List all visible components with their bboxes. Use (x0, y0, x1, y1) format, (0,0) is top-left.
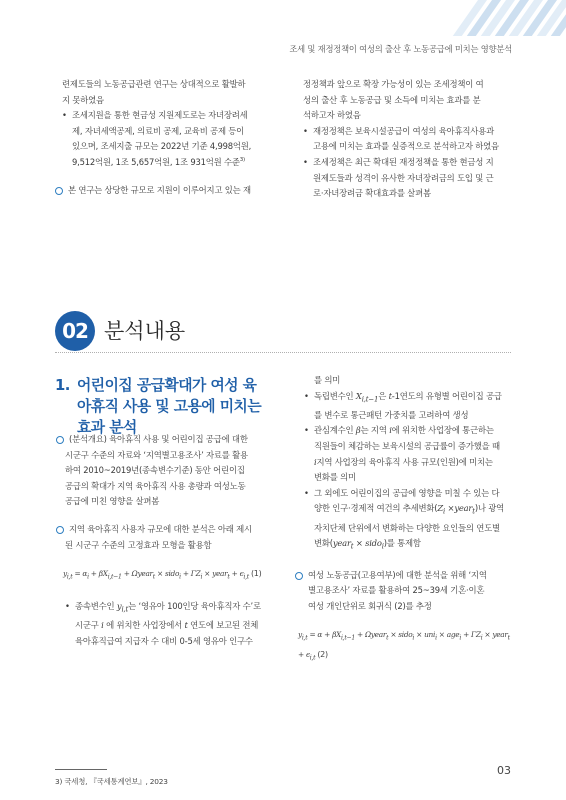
bullet-continuation: i지역 사업장의 육아휴직 사용 규모(인원)에 미치는 (314, 456, 493, 467)
bullet-item: • 관심계수인 β는 지역 i에 위치한 사업장에 통근하는 (304, 423, 516, 439)
paragraph-line: 된 시군구 수준의 고정효과 모형을 활용함 (65, 539, 212, 550)
left-body-column (55, 432, 281, 650)
bullet-item: • 종속변수인 $y_{i,t}$는 ‘영유아 100인당 육아휴직자 수’로 (65, 599, 281, 618)
paragraph-line: 공급의 확대가 지역 육아휴직 사용 총량과 여성노동 (65, 480, 246, 491)
section-title: 분석내용 (104, 319, 186, 343)
top-left-column (62, 77, 280, 198)
equation-number: (2) (317, 649, 328, 659)
heading-number: 1. (55, 377, 70, 394)
bullet-item: • 그 외에도 어린이집의 공급에 영향을 미칠 수 있는 다 (304, 486, 516, 502)
footnote: 3) 국세청, 『국세통계연보』, 2023 (55, 777, 168, 786)
equation-number: (1) (250, 569, 262, 579)
bullet-continuation: 를 변수로 통근패턴 가중치를 고려하여 생성 (314, 409, 469, 420)
bullet-continuation: 자치단체 단위에서 변화하는 다양한 요인들의 연도별 (314, 522, 500, 533)
paragraph-line: 련제도들의 노동공급관련 연구는 상대적으로 활발하 (62, 79, 246, 89)
bullet-continuation: 육아휴직급여 지급자 수 대비 0-5세 영유아 인구수 (75, 636, 253, 647)
bullet-continuation: 로·자녀장려금 확대효과를 살펴봄 (313, 188, 431, 199)
bullet-continuation: 9,512억원, 1조 5,657억원, 1조 931억원 수준$^{3)}$ (72, 156, 245, 167)
paragraph-line: 공급에 미친 영향을 살펴봄 (65, 496, 160, 507)
corner-decoration (446, 0, 566, 36)
paragraph-line: 하여 2010~2019년(종속변수기준) 동안 어린이집 (65, 465, 245, 476)
section-number-badge: 02 (55, 311, 95, 351)
bullet-continuation: 변화(year$_t$ × sido$_i$)를 통제함 (314, 538, 421, 551)
paragraph-line: 지 못하였음 (62, 94, 104, 105)
bullet-item: • 조세정책은 최근 확대된 재정정책을 통한 현금성 지 (303, 155, 515, 171)
paragraph-line: 성의 출산 후 노동공급 및 소득에 미치는 효과를 분 (303, 94, 481, 105)
heading-line: 효과 분석 (77, 419, 137, 436)
paragraph-line: 여성 개인단위로 회귀식 (2)를 추정 (308, 600, 432, 611)
right-body-column (298, 373, 516, 666)
bullet-item: • 독립변수인 $X_{i,t-1}$은 t-1연도의 유형별 어린이집 공급 (304, 389, 516, 408)
page-number: 03 (497, 764, 511, 777)
paragraph-line: 정정책과 앞으로 확장 가능성이 있는 조세정책이 여 (303, 79, 484, 89)
bullet-item: • 재정정책은 보육시설공급이 여성의 육아휴직사용과 (303, 124, 515, 140)
footnote-ref: 3) (239, 157, 245, 164)
bullet-continuation: 있으며, 조세지출 규모는 2022년 기준 4,998억원, (72, 141, 252, 152)
bullet-item: • 조세지원을 통한 현금성 지원제도로는 자녀장려세 (62, 108, 280, 124)
top-right-column (303, 77, 515, 202)
paragraph-line: 석하고자 하였음 (303, 110, 361, 121)
bullet-continuation: 양한 인구·경제적 여건의 추세변화($Z_i$ ×year$_t$)나 광역 (314, 503, 505, 517)
paragraph-line: 시군구 수준의 자료와 ‘지역별고용조사’ 자료를 활용 (65, 449, 248, 460)
bullet-continuation: 고용에 미치는 효과를 실증적으로 분석하고자 하였음 (313, 141, 499, 152)
running-header: 조세 및 재정정책이 여성의 출산 후 노동공급에 미치는 영향분석 (289, 44, 512, 54)
bullet-continuation: 시군구 i 에 위치한 사업장에서 t 연도에 보고된 전체 (75, 620, 259, 631)
equation-1: $y_{i,t} = \alpha_i + \beta X_{i,t-1}$ + Ωyear$_t$ × sido$_i$ + $\Gamma Z_i$ × year$_t$ + $\epsilon_{i,t}$ (1) (63, 569, 262, 581)
heading-line: 어린이집 공급확대가 여성 육 (77, 377, 257, 394)
footnote-divider (55, 769, 107, 770)
circle-bullet-item: 지역 육아휴직 사용자 규모에 대한 분석은 아래 제시 (55, 522, 281, 538)
paragraph-line: 별고용조사’ 자료를 활용하여 25~39세 기혼·이혼 (308, 585, 485, 596)
bullet-continuation: 변화를 의미 (314, 472, 356, 483)
paragraph-line: 를 의미 (314, 375, 341, 385)
heading-line: 아휴직 사용 및 고용에 미치는 (77, 398, 262, 415)
circle-bullet-item: 본 연구는 상당한 규모로 지원이 이루어지고 있는 재 (54, 183, 280, 199)
subsection-heading (55, 375, 280, 438)
bullet-continuation: 원제도들과 성격이 유사한 자녀장려금의 도입 및 근 (313, 172, 494, 183)
equation-2: $y_{i,t} = \alpha + \beta X_{i,t-1}$ + Ωyear$_t$ × sido$_i$ × $uni_i \times age_i + \Gamma Z_i$ × year$_t$ + $\epsilon_{i,t}$ (2) (298, 630, 510, 662)
circle-bullet-item: (분석개요) 육아휴직 사용 및 어린이집 공급에 대한 (55, 432, 281, 448)
section-divider (55, 352, 511, 353)
circle-bullet-item: 여성 노동공급(고용여부)에 대한 분석을 위해 ‘지역 (294, 568, 516, 584)
bullet-continuation: 제, 자녀세액공제, 의료비 공제, 교육비 공제 등이 (72, 125, 245, 136)
bullet-continuation: 직원들이 체감하는 보육시설의 공급률이 증가했을 때 (314, 441, 500, 452)
